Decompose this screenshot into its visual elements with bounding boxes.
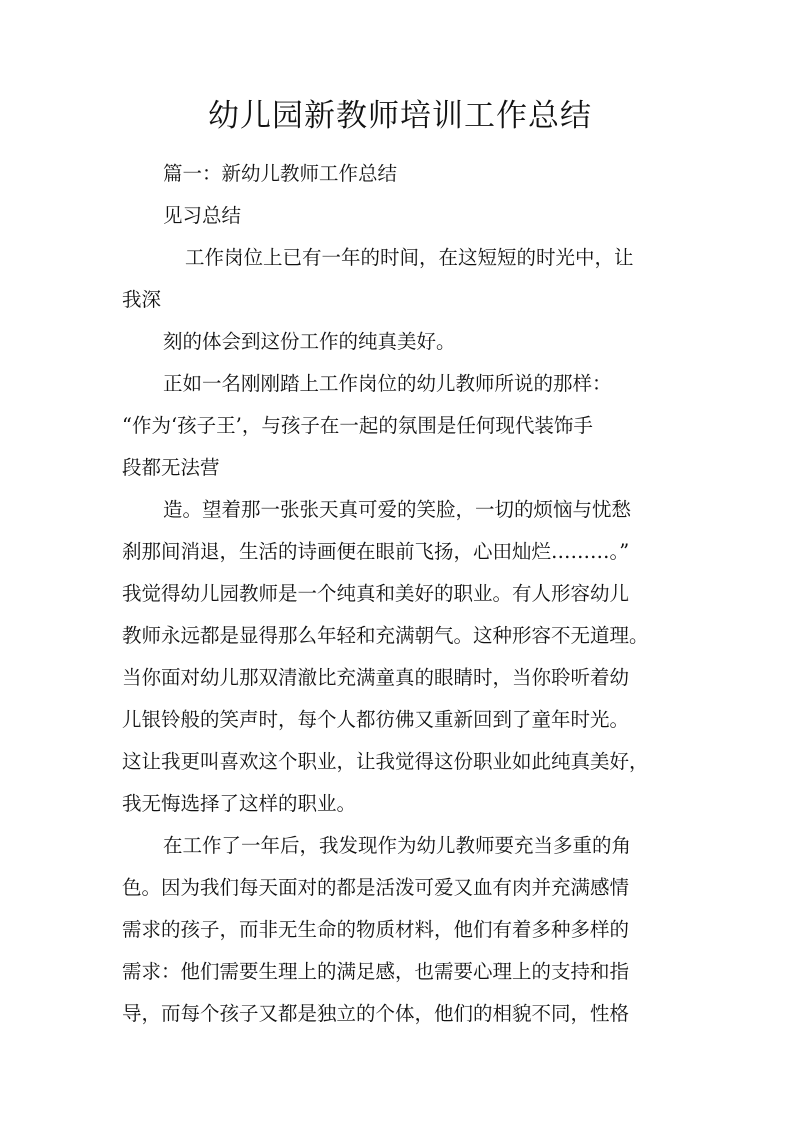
text-line: 这让我更叫喜欢这个职业，让我觉得这份职业如此纯真美好， — [122, 750, 649, 773]
text-line: 正如一名刚刚踏上工作岗位的幼儿教师所说的那样： — [163, 372, 612, 395]
text-line: 需求的孩子，而非无生命的物质材料，他们有着多种多样的 — [122, 918, 630, 941]
text-line: 在工作了一年后，我发现作为幼儿教师要充当多重的角 — [163, 834, 632, 857]
text-line: 篇一：新幼儿教师工作总结 — [163, 162, 398, 185]
text-line: 当你面对幼儿那双清澈比充满童真的眼睛时，当你聆听着幼 — [122, 666, 630, 689]
text-line: 儿银铃般的笑声时，每个人都彷佛又重新回到了童年时光。 — [122, 708, 630, 731]
text-line: 我觉得幼儿园教师是一个纯真和美好的职业。有人形容幼儿 — [122, 582, 630, 605]
text-line: 教师永远都是显得那么年轻和充满朝气。这种形容不无道理。 — [122, 624, 649, 647]
text-line: 工作岗位上已有一年的时间，在这短短的时光中，让 — [185, 246, 634, 269]
text-line: 我深 — [122, 288, 162, 311]
text-line: 刹那间消退，生活的诗画便在眼前飞扬，心田灿烂………。” — [122, 540, 630, 563]
text-line: 造。望着那一张张天真可爱的笑脸，一切的烦恼与忧愁 — [163, 498, 632, 521]
text-line: 需求：他们需要生理上的满足感，也需要心理上的支持和指 — [122, 960, 630, 983]
text-line: 色。因为我们每天面对的都是活泼可爱又血有肉并充满感情 — [122, 876, 630, 899]
text-line: 刻的体会到这份工作的纯真美好。 — [163, 330, 456, 353]
text-line: 段都无法营 — [122, 456, 220, 479]
text-line: 导，而每个孩子又都是独立的个体，他们的相貌不同，性格 — [122, 1002, 630, 1025]
text-line: “作为‘孩子王’，与孩子在一起的氛围是任何现代装饰手 — [122, 414, 593, 437]
text-line: 见习总结 — [163, 204, 242, 227]
document-title: 幼儿园新教师培训工作总结 — [208, 98, 592, 134]
text-line: 我无悔选择了这样的职业。 — [122, 792, 357, 815]
